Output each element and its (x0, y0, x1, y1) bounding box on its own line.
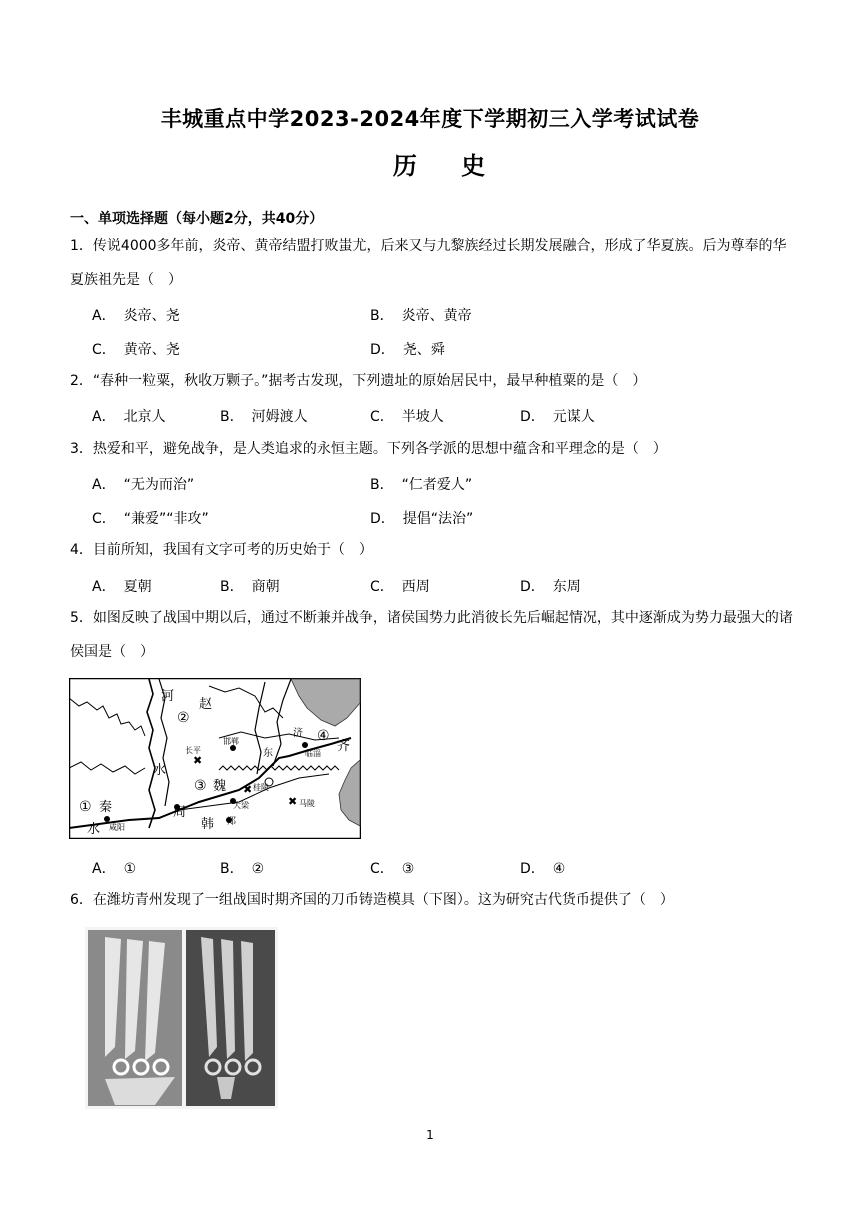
svg-text:水: 水 (87, 822, 101, 837)
svg-text:大梁: 大梁 (233, 801, 249, 810)
q2-option-c[interactable]: C． 半坡人 (370, 409, 444, 425)
svg-text:④: ④ (317, 728, 330, 744)
page-number: 1 (426, 1128, 434, 1142)
svg-text:桂陵: 桂陵 (253, 783, 269, 792)
question-3-stem: 3．热爱和平，避免战争，是人类追求的永恒主题。下列各学派的思想中蕴含和平理念的是（ ） (70, 441, 667, 457)
svg-text:邯郸: 邯郸 (223, 737, 239, 746)
q5-option-b[interactable]: B． ② (220, 861, 265, 877)
q3-option-c[interactable]: C． “兼爱”“非攻” (92, 511, 209, 527)
svg-text:✖: ✖ (243, 783, 253, 796)
svg-text:②: ② (177, 710, 190, 726)
q4-option-d[interactable]: D． 东周 (520, 579, 581, 595)
question-4-stem: 4．目前所知，我国有文字可考的历史始于（ ） (70, 542, 373, 558)
svg-text:✖: ✖ (193, 754, 203, 767)
svg-text:河: 河 (161, 689, 175, 704)
svg-text:齐: 齐 (337, 739, 351, 754)
q1-option-a[interactable]: A． 炎帝、尧 (92, 308, 180, 324)
q4-option-c[interactable]: C． 西周 (370, 579, 430, 595)
exam-title: 丰城重点中学2023-2024年度下学期初三入学考试试卷 (160, 107, 700, 131)
knife-coin-mould-photo (85, 927, 278, 1109)
q1-option-d[interactable]: D． 尧、舜 (370, 342, 445, 358)
svg-text:咸阳: 咸阳 (109, 823, 125, 832)
q1-option-b[interactable]: B． 炎帝、黄帝 (370, 308, 472, 324)
svg-text:①: ① (79, 799, 92, 815)
svg-text:周: 周 (173, 805, 187, 820)
q4-option-a[interactable]: A． 夏朝 (92, 579, 152, 595)
subject-title: 历 史 (392, 152, 504, 180)
q2-option-a[interactable]: A． 北京人 (92, 409, 166, 425)
svg-text:马陵: 马陵 (299, 799, 315, 808)
question-5-stem: 5．如图反映了战国中期以后，通过不断兼并战争，诸侯国势力此消彼长先后崛起情况，其中逐渐成为势力最强大的诸侯国是（ ） (70, 610, 793, 660)
warring-states-map (69, 678, 361, 839)
question-6-stem: 6．在潍坊青州发现了一组战国时期齐国的刀币铸造模具（下图）。这为研究古代货币提供了（ ） (70, 892, 674, 908)
question-1-stem: 1．传说4000多年前，炎帝、黄帝结盟打败蚩尤，后来又与九黎族经过长期发展融合，形成了华夏族。后为尊奉的华夏族祖先是（ ） (70, 238, 787, 288)
svg-text:赵: 赵 (199, 697, 213, 712)
svg-text:③: ③ (194, 778, 207, 794)
svg-text:魏: 魏 (213, 779, 227, 794)
svg-text:东: 东 (263, 748, 273, 759)
svg-text:韩: 韩 (201, 817, 215, 832)
svg-text:济: 济 (293, 728, 303, 739)
section-heading: 一、单项选择题（每小题2分，共40分） (70, 211, 324, 227)
svg-text:水: 水 (153, 763, 167, 778)
q5-option-c[interactable]: C． ③ (370, 861, 415, 877)
question-2-stem: 2．“春种一粒粟，秋收万颗子。”据考古发现，下列遗址的原始居民中，最早种植粟的是（ ） (70, 373, 647, 389)
q3-option-d[interactable]: D． 提倡“法治” (370, 511, 474, 527)
q2-option-d[interactable]: D． 元谋人 (520, 409, 595, 425)
q3-option-b[interactable]: B． “仁者爱人” (370, 477, 473, 493)
svg-text:✖: ✖ (288, 795, 298, 808)
q3-option-a[interactable]: A． “无为而治” (92, 477, 195, 493)
svg-text:长平: 长平 (185, 746, 201, 755)
q2-option-b[interactable]: B． 河姆渡人 (220, 409, 308, 425)
q5-option-d[interactable]: D． ④ (520, 861, 566, 877)
svg-text:秦: 秦 (99, 800, 113, 815)
q4-option-b[interactable]: B． 商朝 (220, 579, 280, 595)
q5-option-a[interactable]: A． ① (92, 861, 137, 877)
svg-text:临淄: 临淄 (305, 749, 321, 758)
svg-text:郑: 郑 (227, 817, 237, 827)
q1-option-c[interactable]: C． 黄帝、尧 (92, 342, 180, 358)
